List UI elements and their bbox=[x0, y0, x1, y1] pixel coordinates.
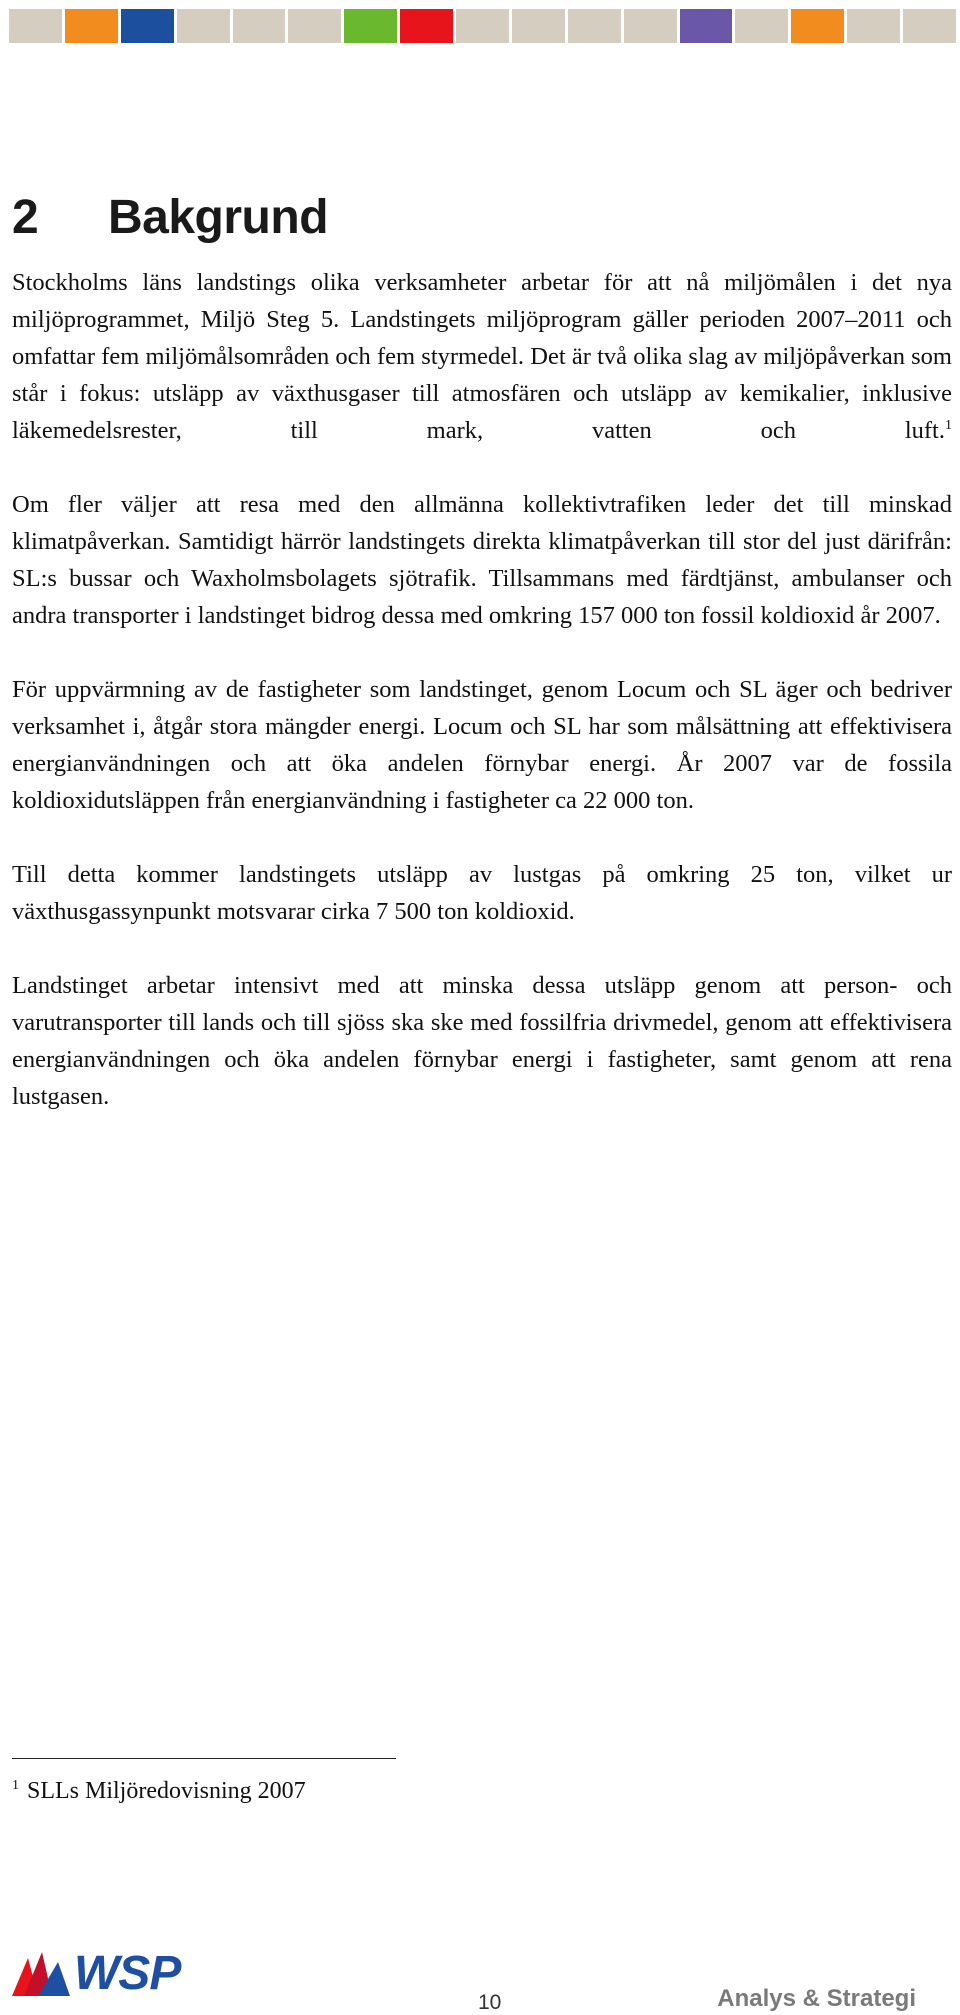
section-number: 2 bbox=[12, 191, 39, 244]
paragraph-text: Stockholms läns landstings olika verksamheter arbetar för att nå miljömålen i det nya miljöprogrammet, Miljö Steg 5. Landstingets miljöprogram gäller perioden 2007–2011 och omfattar fem miljömålsområden och fem styrmedel. Det är två olika slag av miljöpåverkan som står i fokus: utsläpp av växthusgaser till atmosfären och utsläpp av kemikalier, inklusive läkemedelsrester, till mark, vatten och luft. bbox=[12, 269, 952, 444]
paragraph bbox=[12, 264, 952, 449]
color-tile bbox=[512, 9, 565, 43]
color-tile bbox=[735, 9, 788, 43]
paragraph: För uppvärmning av de fastigheter som landstinget, genom Locum och SL äger och bedriver verksamhet i, åtgår stora mängder energi. Locum och SL har som målsättning att effektivisera energianvändningen och att öka andelen förnybar energi. År 2007 var de fossila koldioxidutsläppen från energianvändning i fastigheter ca 22 000 ton. bbox=[12, 676, 952, 814]
color-tile bbox=[791, 9, 844, 43]
color-tile bbox=[121, 9, 174, 43]
color-tile bbox=[288, 9, 341, 43]
color-tile bbox=[456, 9, 509, 43]
page-number: 10 bbox=[478, 1991, 502, 2014]
section-title: Bakgrund bbox=[108, 191, 329, 244]
color-tile bbox=[233, 9, 286, 43]
footer-brand: Analys & Strategi bbox=[717, 1985, 916, 2012]
footnote-text: SLLs Miljöredovisning 2007 bbox=[27, 1778, 306, 1804]
wsp-logo-text: WSP bbox=[74, 1947, 181, 2000]
footnote-number: 1 bbox=[12, 1778, 19, 1793]
color-tile bbox=[624, 9, 677, 43]
paragraph: Till detta kommer landstingets utsläpp av lustgas på omkring 25 ton, vilket ur växthusgassynpunkt motsvarar cirka 7 500 ton koldioxid. bbox=[12, 861, 952, 925]
color-tile bbox=[65, 9, 118, 43]
section-heading bbox=[12, 190, 328, 245]
paragraph: Landstinget arbetar intensivt med att minska dessa utsläpp genom att person- och varutransporter till lands och till sjöss ska ske med fossilfria drivmedel, genom att effektivisera energianvändningen och öka andelen förnybar energi i fastigheter, samt genom att rena lustgasen. bbox=[12, 972, 952, 1110]
footnote-divider bbox=[12, 1758, 396, 1759]
color-tile bbox=[847, 9, 900, 43]
wsp-logo bbox=[12, 1947, 181, 2000]
color-tile bbox=[903, 9, 956, 43]
body-text bbox=[12, 264, 952, 1152]
footnote-reference[interactable]: 1 bbox=[945, 417, 952, 433]
paragraph: Om fler väljer att resa med den allmänna kollektivtrafiken leder det till minskad klimatpåverkan. Samtidigt härrör landstingets direkta klimatpåverkan till stor del just därifrån: SL:s bussar och Waxholmsbolagets sjötrafik. Tillsammans med färdtjänst, ambulanser och andra transporter i landstinget bidrog dessa med omkring 157 000 ton fossil koldioxid år 2007. bbox=[12, 491, 952, 629]
footnote bbox=[12, 1778, 306, 1805]
color-tile bbox=[9, 9, 62, 43]
color-tile bbox=[177, 9, 230, 43]
color-tile bbox=[568, 9, 621, 43]
color-tile bbox=[680, 9, 733, 43]
header-color-strip bbox=[9, 9, 956, 43]
color-tile bbox=[400, 9, 453, 43]
wsp-logo-mark-icon bbox=[12, 1952, 70, 1996]
color-tile bbox=[344, 9, 397, 43]
